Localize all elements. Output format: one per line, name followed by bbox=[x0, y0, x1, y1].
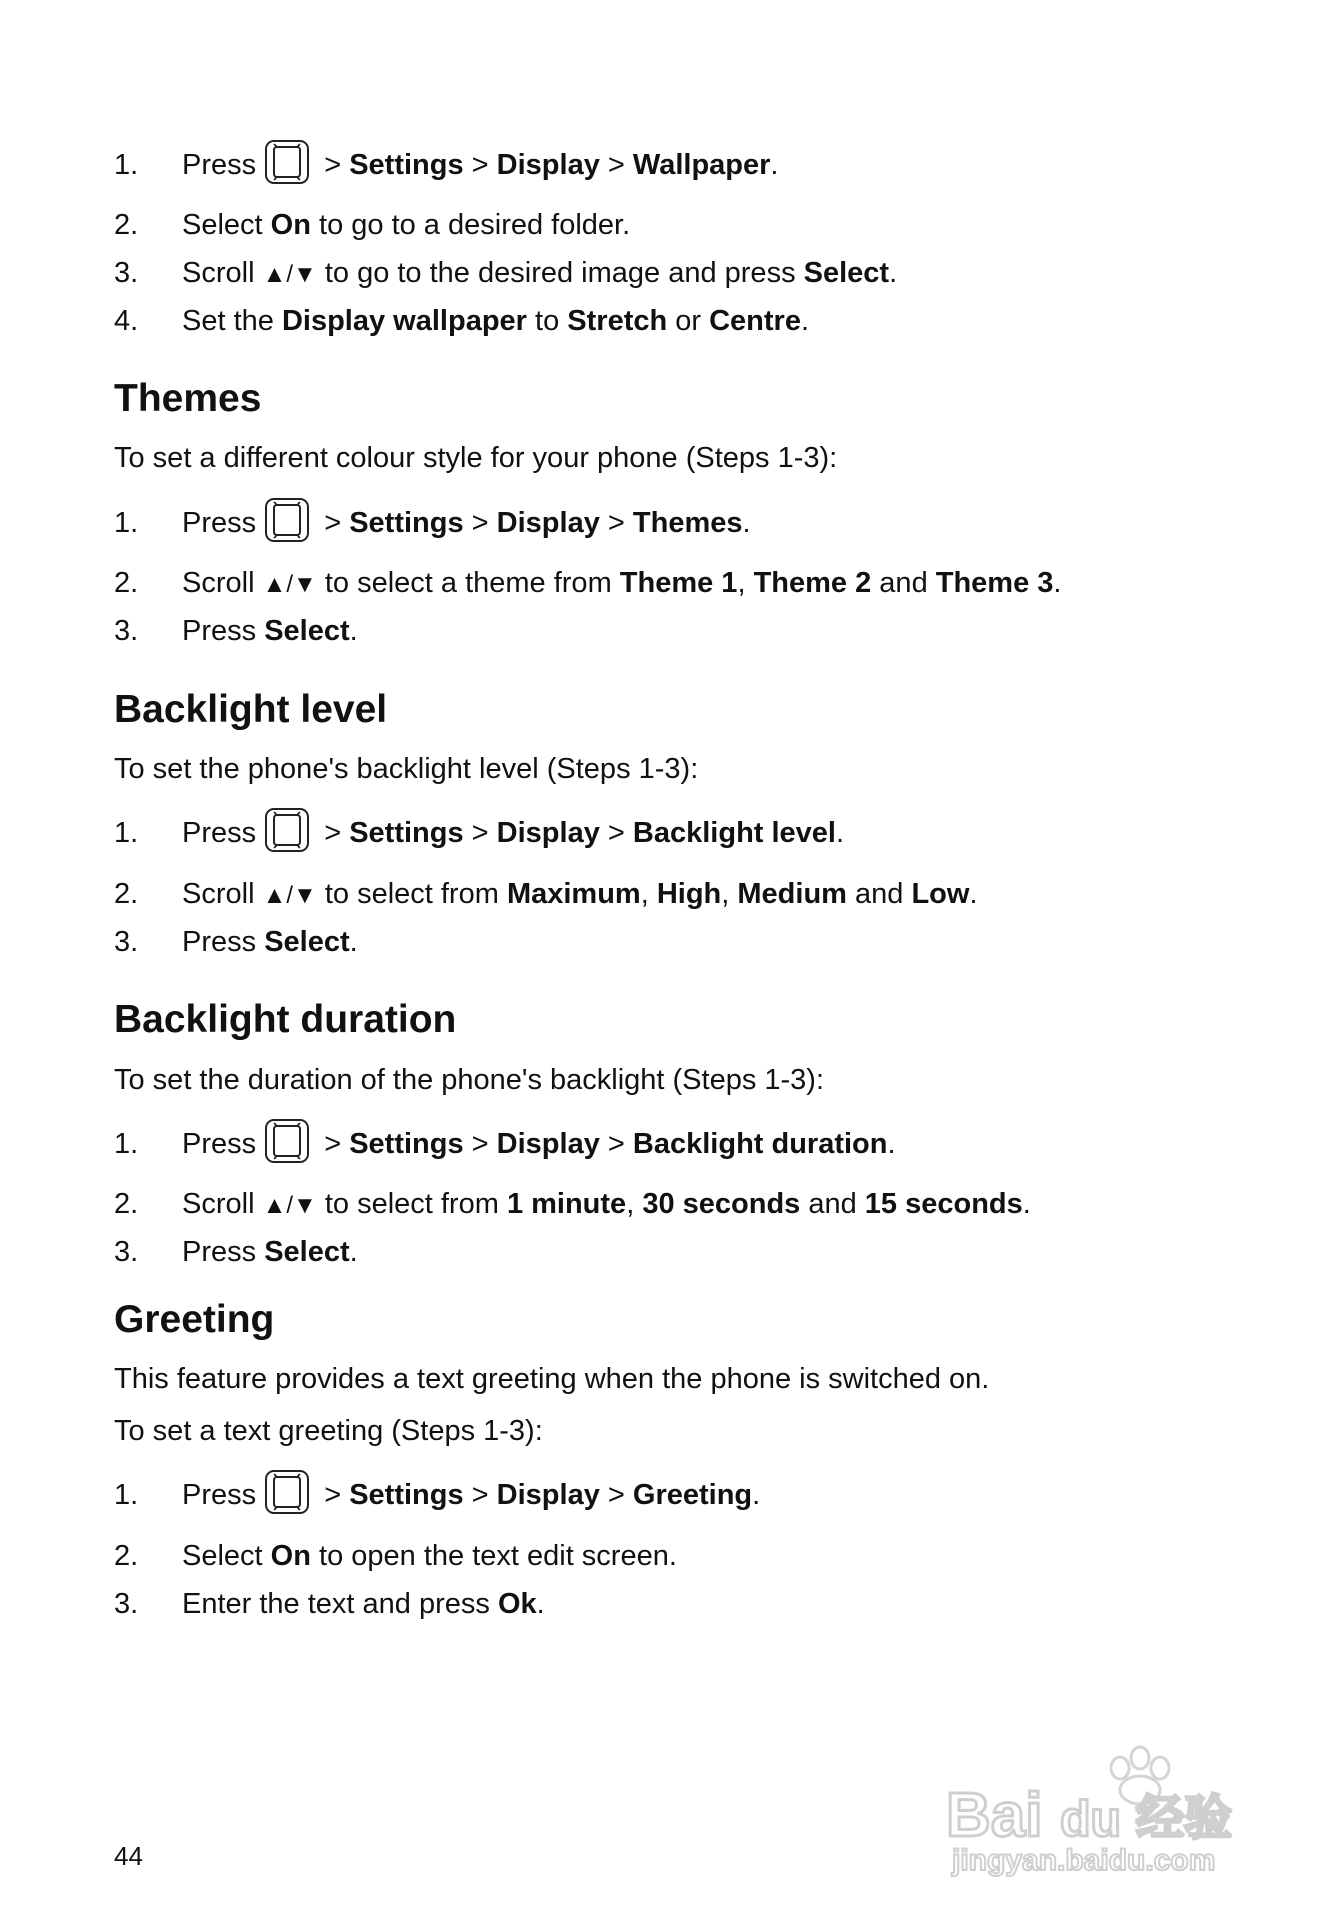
backlight-duration-step-2: 2. Scroll ▲/▼ to select from 1 minute, 30 seconds and 15 seconds. bbox=[114, 1188, 1031, 1220]
watermark-brand: Bai bbox=[946, 1781, 1043, 1850]
backlight-level-step-2: 2. Scroll ▲/▼ to select from Maximum, High, Medium and Low. bbox=[114, 878, 978, 910]
page-number: 44 bbox=[114, 1841, 143, 1871]
scroll-arrows-icon: ▲/▼ bbox=[262, 571, 317, 598]
greeting-step-1: 1. Press > Settings > Display > Greeting. bbox=[0, 1473, 1280, 1517]
menu-key-icon bbox=[264, 497, 310, 543]
menu-key-icon bbox=[264, 807, 310, 853]
menu-key-icon bbox=[264, 1118, 310, 1164]
greeting-step-2: 2. Select On to open the text edit screen. bbox=[114, 1540, 677, 1572]
wallpaper-step-2: 2. Select On to go to a desired folder. bbox=[114, 209, 631, 241]
wallpaper-step-1: 1. Press > Settings > Display > Wallpaper. bbox=[0, 143, 1280, 187]
greeting-intro-2: To set a text greeting (Steps 1-3): bbox=[114, 1415, 543, 1447]
scroll-arrows-icon: ▲/▼ bbox=[262, 261, 317, 288]
watermark-suffix: 经验 bbox=[1136, 1790, 1233, 1846]
themes-step-2: 2. Scroll ▲/▼ to select a theme from Theme 1, Theme 2 and Theme 3. bbox=[114, 567, 1062, 599]
section-title-backlight-level: Backlight level bbox=[114, 688, 388, 731]
greeting-intro: This feature provides a text greeting when the phone is switched on. bbox=[114, 1363, 990, 1395]
menu-key-icon bbox=[264, 139, 310, 185]
themes-step-3: 3. Press Select. bbox=[114, 615, 358, 647]
backlight-duration-intro: To set the duration of the phone's backlight (Steps 1-3): bbox=[114, 1064, 825, 1096]
greeting-step-3: 3. Enter the text and press Ok. bbox=[114, 1588, 545, 1620]
themes-step-1: 1. Press > Settings > Display > Themes. bbox=[0, 501, 1280, 545]
scroll-arrows-icon: ▲/▼ bbox=[262, 882, 317, 909]
watermark-brand-2: du bbox=[1060, 1791, 1122, 1847]
backlight-duration-step-1: 1. Press > Settings > Display > Backlight duration. bbox=[0, 1122, 1280, 1166]
backlight-level-step-3: 3. Press Select. bbox=[114, 926, 358, 958]
baidu-jingyan-watermark bbox=[940, 1728, 1250, 1878]
backlight-level-step-1: 1. Press > Settings > Display > Backlight level. bbox=[0, 811, 1280, 855]
wallpaper-step-4: 4. Set the Display wallpaper to Stretch or Centre. bbox=[114, 305, 810, 337]
themes-intro: To set a different colour style for your phone (Steps 1-3): bbox=[114, 442, 838, 474]
section-title-themes: Themes bbox=[114, 377, 262, 420]
scroll-arrows-icon: ▲/▼ bbox=[262, 1192, 317, 1219]
backlight-level-intro: To set the phone's backlight level (Steps 1-3): bbox=[114, 753, 699, 785]
watermark-url: jingyan.baidu.com bbox=[952, 1844, 1216, 1877]
wallpaper-step-3: 3. Scroll ▲/▼ to go to the desired image and press Select. bbox=[114, 257, 898, 289]
section-title-greeting: Greeting bbox=[114, 1298, 275, 1341]
section-title-backlight-duration: Backlight duration bbox=[114, 998, 457, 1041]
menu-key-icon bbox=[264, 1469, 310, 1515]
backlight-duration-step-3: 3. Press Select. bbox=[114, 1236, 358, 1268]
